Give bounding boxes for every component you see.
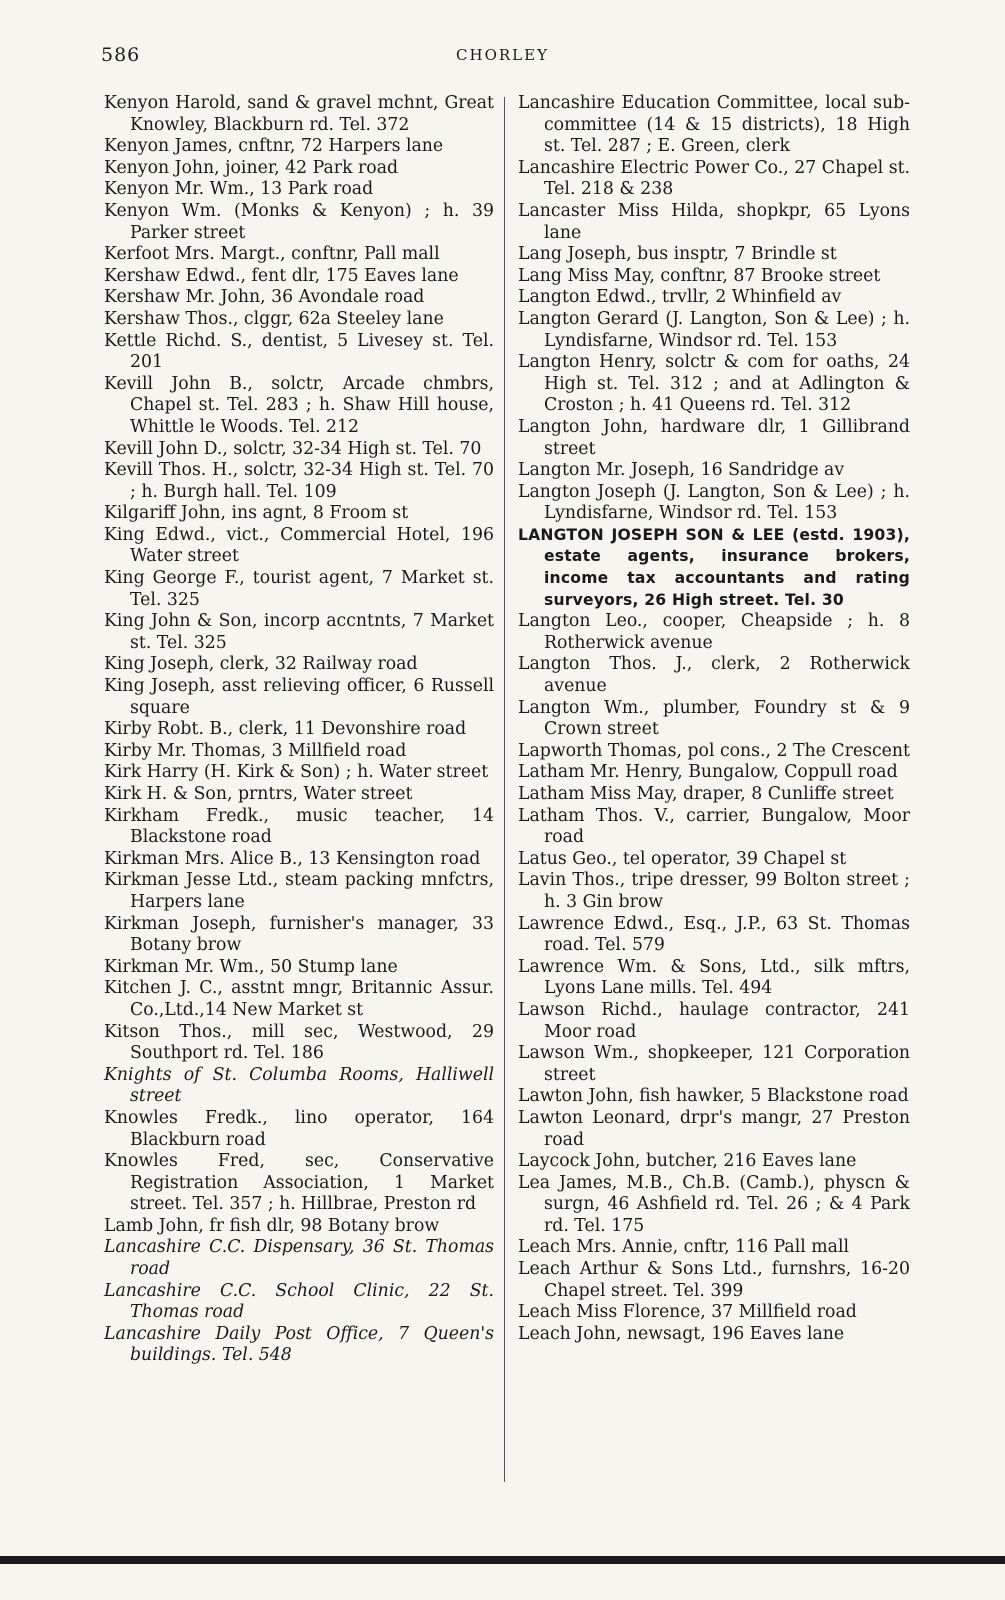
directory-entry: Kershaw Thos., clggr, 62a Steeley lane <box>104 308 444 329</box>
directory-entry: Langton Leo., cooper, Cheapside ; h. 8 Rotherwick avenue <box>518 611 910 653</box>
directory-entry: Latham Miss May, draper, 8 Cunliffe street <box>518 784 894 804</box>
directory-entry: Knights of St. Columba Rooms, Halliwell street <box>104 1064 494 1107</box>
directory-entry: Latham Thos. V., carrier, Bungalow, Moor road <box>518 805 910 848</box>
directory-entry: Lancashire Daily Post Office, 7 Queen's buildings. Tel. 548 <box>104 1323 494 1366</box>
directory-entry: Lancaster Miss Hilda, shopkpr, 65 Lyons lane <box>518 200 910 243</box>
directory-entry: Kerfoot Mrs. Margt., conftnr, Pall mall <box>104 244 440 265</box>
directory-entry: Leach Miss Florence, 37 Millfield road <box>518 1302 857 1323</box>
directory-entry: Kirk Harry (H. Kirk & Son) ; h. Water street <box>104 762 489 783</box>
directory-entry: Lawton Leonard, drpr's mangr, 27 Preston road <box>518 1107 910 1150</box>
left-column <box>104 93 494 1367</box>
directory-entry: Lawson Wm., shopkeeper, 121 Corporation street <box>518 1043 910 1085</box>
directory-entry: Lang Joseph, bus insptr, 7 Brindle st <box>518 244 837 265</box>
directory-entry: Kilgariff John, ins agnt, 8 Froom st <box>104 503 409 524</box>
directory-entry: Lang Miss May, conftnr, 87 Brooke street <box>518 265 881 286</box>
directory-entry: Kitson Thos., mill sec, Westwood, 29 Southport rd. Tel. 186 <box>104 1021 494 1064</box>
directory-entry: Kirkman Mrs. Alice B., 13 Kensington road <box>104 848 481 869</box>
directory-entry: Latham Mr. Henry, Bungalow, Coppull road <box>518 762 898 783</box>
directory-entry: Kevill John D., solctr, 32-34 High st. Tel. 70 <box>104 438 482 459</box>
directory-entry: Lancashire C.C. Dispensary, 36 St. Thomas road <box>104 1237 494 1280</box>
directory-entry: Kirkman Mr. Wm., 50 Stump lane <box>104 956 398 977</box>
bottom-rule <box>0 1556 1005 1564</box>
directory-entry: Kenyon Wm. (Monks & Kenyon) ; h. 39 Parker street <box>104 200 494 243</box>
directory-entry: Kenyon Mr. Wm., 13 Park road <box>104 179 374 200</box>
directory-entry: Leach Arthur & Sons Ltd., furnshrs, 16-20 Chapel street. Tel. 399 <box>518 1259 910 1301</box>
directory-entry: Kirkham Fredk., music teacher, 14 Blackstone road <box>104 805 494 848</box>
directory-entry: Leach Mrs. Annie, cnftr, 116 Pall mall <box>518 1237 850 1258</box>
directory-entry: Langton Mr. Joseph, 16 Sandridge av <box>518 460 845 481</box>
directory-entry: King Edwd., vict., Commercial Hotel, 196 Water street <box>104 524 494 567</box>
directory-entry: Kitchen J. C., asstnt mngr, Britannic Assur. Co.,Ltd.,14 New Market st <box>104 978 494 1020</box>
directory-entry: King George F., tourist agent, 7 Market st. Tel. 325 <box>104 568 494 610</box>
directory-entry: Lea James, M.B., Ch.B. (Camb.), physcn & surgn, 46 Ashfield rd. Tel. 26 ; & 4 Park rd. Tel. 175 <box>518 1172 910 1236</box>
directory-entry: Lancashire C.C. School Clinic, 22 St. Thomas road <box>104 1280 494 1323</box>
directory-entry: Langton Thos. J., clerk, 2 Rotherwick avenue <box>518 654 910 697</box>
right-column <box>518 93 910 1345</box>
column-divider <box>504 97 505 1482</box>
directory-entry: King John & Son, incorp accntnts, 7 Market st. Tel. 325 <box>104 611 494 653</box>
directory-entry: Kirby Robt. B., clerk, 11 Devonshire road <box>104 719 467 740</box>
directory-entry: Kevill John B., solctr, Arcade chmbrs, Chapel st. Tel. 283 ; h. Shaw Hill house, Whittle le Woods. Tel. 212 <box>104 373 494 437</box>
directory-entry: Langton Gerard (J. Langton, Son & Lee) ; h. Lyndisfarne, Windsor rd. Tel. 153 <box>518 308 910 351</box>
directory-entry: Lamb John, fr fish dlr, 98 Botany brow <box>104 1215 440 1236</box>
directory-entry: Langton Joseph (J. Langton, Son & Lee) ; h. Lyndisfarne, Windsor rd. Tel. 153 <box>518 481 910 524</box>
directory-entry: Lawson Richd., haulage contractor, 241 Moor road <box>518 999 910 1042</box>
directory-entry: Lancashire Education Committee, local sub-committee (14 & 15 districts), 18 High st. Tel. 287 ; E. Green, clerk <box>518 93 910 157</box>
directory-entry: Lancashire Electric Power Co., 27 Chapel st. Tel. 218 & 238 <box>518 157 911 200</box>
directory-entry: King Joseph, asst relieving officer, 6 Russell square <box>104 676 494 718</box>
directory-entry: Langton John, hardware dlr, 1 Gillibrand street <box>518 416 910 459</box>
directory-entry: King Joseph, clerk, 32 Railway road <box>104 654 418 675</box>
directory-entry: Kevill Thos. H., solctr, 32-34 High st. Tel. 70 ; h. Burgh hall. Tel. 109 <box>104 460 494 502</box>
directory-entry: Kirkman Jesse Ltd., steam packing mnfctrs, Harpers lane <box>104 870 494 912</box>
directory-entry: Lawrence Edwd., Esq., J.P., 63 St. Thomas road. Tel. 579 <box>518 913 910 956</box>
directory-entry: Langton Henry, solctr & com for oaths, 24 High st. Tel. 312 ; and at Adlington & Croston ; h. 41 Queens rd. Tel. 312 <box>518 352 910 416</box>
directory-entry: Knowles Fredk., lino operator, 164 Blackburn road <box>104 1107 494 1150</box>
directory-entry: Kenyon John, joiner, 42 Park road <box>104 157 399 178</box>
directory-entry: Leach John, newsagt, 196 Eaves lane <box>518 1323 845 1344</box>
directory-entry: Lawrence Wm. & Sons, Ltd., silk mftrs, Lyons Lane mills. Tel. 494 <box>518 956 910 999</box>
directory-entry: Lapworth Thomas, pol cons., 2 The Crescent <box>518 740 910 761</box>
directory-entry: LANGTON JOSEPH SON & LEE (estd. 1903), estate agents, insurance brokers, income tax accountants and rating surveyors, 26 High street. Tel. 30 <box>518 525 910 609</box>
page-number: 586 <box>101 44 141 66</box>
directory-entry: Kirkman Joseph, furnisher's manager, 33 Botany brow <box>104 913 494 956</box>
directory-entry: Lavin Thos., tripe dresser, 99 Bolton street ; h. 3 Gin brow <box>518 870 910 912</box>
directory-entry: Kenyon Harold, sand & gravel mchnt, Great Knowley, Blackburn rd. Tel. 372 <box>104 93 494 135</box>
directory-entry: Kenyon James, cnftnr, 72 Harpers lane <box>104 136 444 157</box>
directory-entry: Knowles Fred, sec, Conservative Registration Association, 1 Market street. Tel. 357 ; h. Hillbrae, Preston rd <box>104 1151 494 1215</box>
directory-entry: Kirk H. & Son, prntrs, Water street <box>104 784 413 804</box>
directory-entry: Langton Edwd., trvllr, 2 Whinfield av <box>518 287 842 308</box>
directory-entry: Kershaw Mr. John, 36 Avondale road <box>104 287 425 308</box>
directory-entry: Latus Geo., tel operator, 39 Chapel st <box>518 848 847 869</box>
directory-entry: Kirby Mr. Thomas, 3 Millfield road <box>104 740 407 761</box>
directory-entry: Kershaw Edwd., fent dlr, 175 Eaves lane <box>104 265 459 286</box>
page-title: CHORLEY <box>456 46 549 64</box>
directory-entry: Lawton John, fish hawker, 5 Blackstone road <box>518 1086 909 1107</box>
directory-entry: Laycock John, butcher, 216 Eaves lane <box>518 1151 857 1172</box>
directory-entry: Kettle Richd. S., dentist, 5 Livesey st. Tel. 201 <box>104 330 494 373</box>
directory-entry: Langton Wm., plumber, Foundry st & 9 Crown street <box>518 697 910 740</box>
